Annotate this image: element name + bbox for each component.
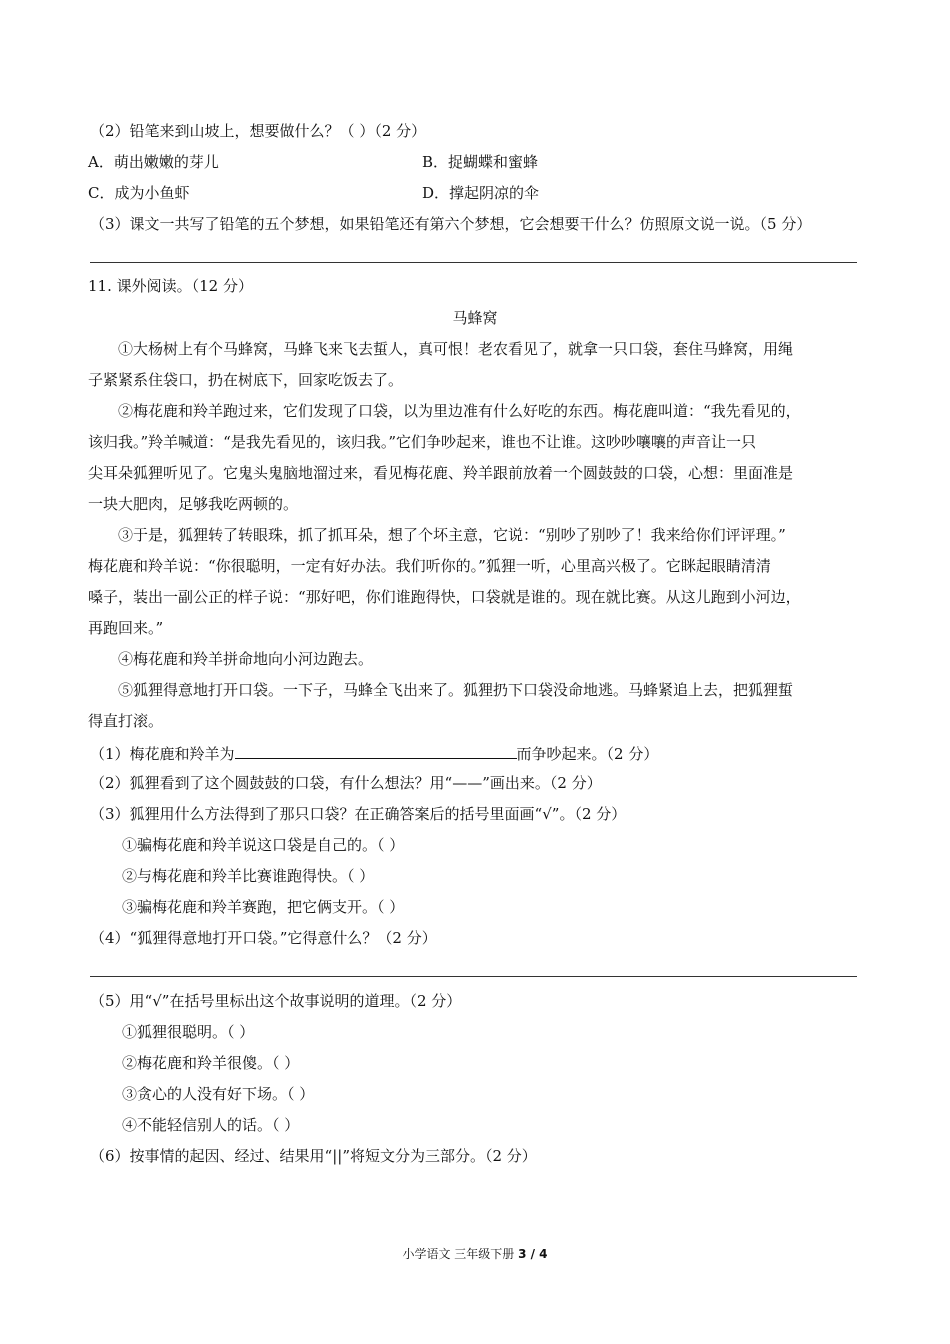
sub2: （2）狐狸看到了这个圆鼓鼓的口袋，有什么想法？用“——”画出来。（2 分） bbox=[90, 774, 602, 792]
page-number: 3 / 4 bbox=[518, 1247, 548, 1261]
q3-stem: （3）课文一共写了铅笔的五个梦想，如果铅笔还有第六个梦想，它会想要干什么？仿照原文说一说。（5 分） bbox=[90, 215, 812, 233]
sub5-option: ③贪心的人没有好下场。（ ） bbox=[122, 1085, 315, 1103]
q2-option-c: C．成为小鱼虾 bbox=[88, 184, 190, 202]
sub5: （5）用“√”在括号里标出这个故事说明的道理。（2 分） bbox=[90, 992, 462, 1010]
passage-line: 该归我。”羚羊喊道：“是我先看见的，该归我。”它们争吵起来，谁也不让谁。这吵吵嚷嚷的声音让一只 bbox=[88, 433, 757, 451]
passage-title: 马蜂窝 bbox=[452, 309, 498, 327]
passage-line: 梅花鹿和羚羊说：“你很聪明，一定有好办法。我们听你的。”狐狸一听，心里高兴极了。它眯起眼睛清清 bbox=[88, 557, 771, 575]
sub6: （6）按事情的起因、经过、结果用“||”将短文分为三部分。（2 分） bbox=[90, 1147, 537, 1165]
q2-option-b: B．捉蝴蝶和蜜蜂 bbox=[422, 153, 539, 171]
passage-line: 一块大肥肉，足够我吃两顿的。 bbox=[88, 495, 299, 513]
sub3-option: ①骗梅花鹿和羚羊说这口袋是自己的。（ ） bbox=[122, 836, 405, 854]
q11-heading: 11. 课外阅读。（12 分） bbox=[88, 277, 253, 295]
sub5-option: ④不能轻信别人的话。（ ） bbox=[122, 1116, 300, 1134]
fill-in-blank[interactable] bbox=[235, 742, 517, 759]
sub1-before: （1）梅花鹿和羚羊为 bbox=[90, 745, 235, 763]
sub1-after: 而争吵起来。（2 分） bbox=[516, 745, 659, 763]
passage-line: 再跑回来。” bbox=[88, 619, 164, 637]
q2-stem: （2）铅笔来到山坡上，想要做什么？（ ）（2 分） bbox=[90, 122, 427, 140]
passage-line: ⑤狐狸得意地打开口袋。一下子，马蜂全飞出来了。狐狸扔下口袋没命地逃。马蜂紧追上去，把狐狸蜇 bbox=[118, 681, 794, 699]
q2-option-d: D．撑起阴凉的伞 bbox=[422, 184, 540, 202]
sub4: （4）“狐狸得意地打开口袋。”它得意什么？（2 分） bbox=[90, 929, 437, 947]
answer-line bbox=[90, 976, 857, 977]
passage-line: 得直打滚。 bbox=[88, 712, 164, 730]
sub5-option: ①狐狸很聪明。（ ） bbox=[122, 1023, 255, 1041]
passage-line: ②梅花鹿和羚羊跑过来，它们发现了口袋，以为里边准有什么好吃的东西。梅花鹿叫道：“我先看见的， bbox=[118, 402, 801, 420]
sub3-option: ②与梅花鹿和羚羊比赛谁跑得快。（ ） bbox=[122, 867, 375, 885]
passage-line: 尖耳朵狐狸听见了。它鬼头鬼脑地溜过来，看见梅花鹿、羚羊跟前放着一个圆鼓鼓的口袋，心想：里面准是 bbox=[88, 464, 794, 482]
passage-line: 嗓子，装出一副公正的样子说：“那好吧，你们谁跑得快，口袋就是谁的。现在就比赛。从这儿跑到小河边， bbox=[88, 588, 801, 606]
page-footer bbox=[0, 1244, 950, 1264]
passage-line: 子紧紧系住袋口，扔在树底下，回家吃饭去了。 bbox=[88, 371, 404, 389]
sub5-option: ②梅花鹿和羚羊很傻。（ ） bbox=[122, 1054, 300, 1072]
sub3: （3）狐狸用什么方法得到了那只口袋？在正确答案后的括号里面画“√”。（2 分） bbox=[90, 805, 627, 823]
q2-option-a: A．萌出嫩嫩的芽儿 bbox=[88, 153, 219, 171]
footer-text: 小学语文 三年级下册 bbox=[402, 1247, 519, 1261]
passage-line: ①大杨树上有个马蜂窝，马蜂飞来飞去蜇人，真可恨！老农看见了，就拿一只口袋，套住马蜂窝，用绳 bbox=[118, 340, 794, 358]
passage-line: ④梅花鹿和羚羊拼命地向小河边跑去。 bbox=[118, 650, 374, 668]
sub3-option: ③骗梅花鹿和羚羊赛跑，把它俩支开。（ ） bbox=[122, 898, 405, 916]
answer-line bbox=[90, 262, 857, 263]
passage-line: ③于是，狐狸转了转眼珠，抓了抓耳朵，想了个坏主意，它说：“别吵了别吵了！我来给你们评评理。” bbox=[118, 526, 786, 544]
sub1 bbox=[90, 742, 658, 764]
